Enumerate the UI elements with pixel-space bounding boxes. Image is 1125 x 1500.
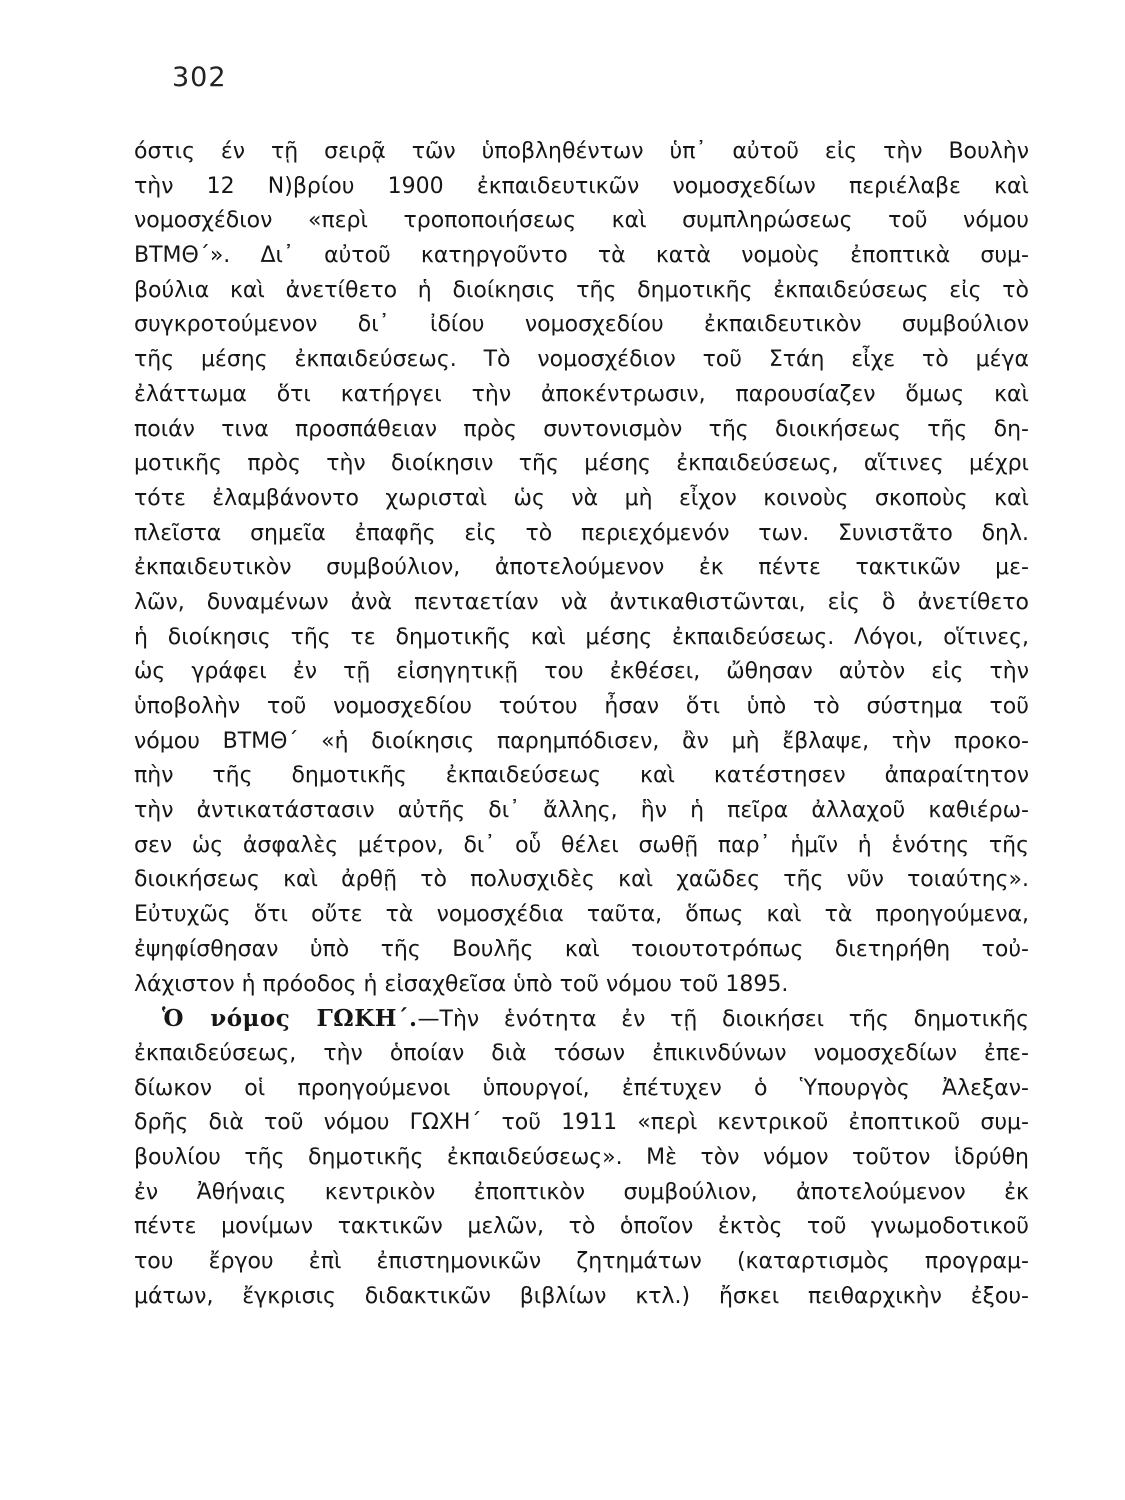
text-line: τὴν 12 Ν)βρίου 1900 ἐκπαιδευτικῶν νομοσχεδίων περιέλαβε καὶ xyxy=(134,173,1029,199)
text-line: σεν ὡς ἀσφαλὲς μέτρον, δι᾿ οὗ θέλει σωθῇ παρ᾿ ἡμῖν ἡ ἑνότης τῆς xyxy=(134,832,1029,858)
text-line: νόμου ΒΤΜΘ΄ «ἡ διοίκησις παρημπόδισεν, ἂν μὴ ἔβλαψε, τὴν προκο- xyxy=(134,728,1029,754)
text-line: νομοσχέδιον «περὶ τροποποιήσεως καὶ συμπληρώσεως τοῦ νόμου xyxy=(134,208,1029,234)
text-line: ἐλάττωμα ὅτι κατήργει τὴν ἀποκέντρωσιν, παρουσίαζεν ὅμως καὶ xyxy=(134,381,1029,407)
text-line: δίωκον οἱ προηγούμενοι ὑπουργοί, ἐπέτυχεν ὁ Ὑπουργὸς Ἀλεξαν- xyxy=(134,1075,1029,1101)
text-line: ὡς γράφει ἐν τῇ εἰσηγητικῇ του ἐκθέσει, ὤθησαν αὐτὸν εἰς τὴν xyxy=(134,659,1029,685)
text-line: όστις έν τῇ σειρᾷ τῶν ὑποβληθέντων ὑπ᾿ αὐτοῦ εἰς τὴν Βουλὴν xyxy=(134,139,1029,164)
page-number: 302 xyxy=(172,62,227,93)
text-line: πὴν τῆς δημοτικῆς ἐκπαιδεύσεως καὶ κατέστησεν ἀπαραίτητον xyxy=(134,763,1029,789)
text-line: ὑποβολὴν τοῦ νομοσχεδίου τούτου ἦσαν ὅτι ὑπὸ τὸ σύστημα τοῦ xyxy=(134,694,1029,719)
text-line: ἡ διοίκησις τῆς τε δημοτικῆς καὶ μέσης ἐκπαιδεύσεως. Λόγοι, οἵτινες, xyxy=(134,624,1029,650)
text-line: Εὐτυχῶς ὅτι οὔτε τὰ νομοσχέδια ταῦτα, ὅπως καὶ τὰ προηγούμενα, xyxy=(134,902,1029,928)
text-line: πλεῖστα σημεῖα ἐπαφῆς εἰς τὸ περιεχόμενόν των. Συνιστᾶτο δηλ. xyxy=(134,520,1029,546)
text-line: βουλίου τῆς δημοτικῆς ἐκπαιδεύσεως». Μὲ τὸν νόμον τοῦτον ἱδρύθη xyxy=(134,1144,1029,1170)
text-line: τῆς μέσης ἐκπαιδεύσεως. Τὸ νομοσχέδιον τοῦ Στάη εἶχε τὸ μέγα xyxy=(134,347,1029,373)
text-line: ἐψηφίσθησαν ὑπὸ τῆς Βουλῆς καὶ τοιουτοτρόπως διετηρήθη τοὐ- xyxy=(134,936,1029,962)
text-line: λάχιστον ἡ πρόοδος ἡ εἰσαχθεῖσα ὑπὸ τοῦ νόμου τοῦ 1895. xyxy=(134,971,789,997)
text-line: ἐκπαιδευτικὸν συμβούλιον, ἀποτελούμενον ἐκ πέντε τακτικῶν με- xyxy=(134,555,1029,581)
text-line: τὴν ἀντικατάστασιν αὐτῆς δι᾿ ἄλλης, ἣν ἡ πεῖρα ἀλλαχοῦ καθιέρω- xyxy=(134,798,1029,824)
text-line: βούλια καὶ ἀνετίθετο ἡ διοίκησις τῆς δημοτικῆς ἐκπαιδεύσεως εἰς τὸ xyxy=(134,277,1029,303)
body-text xyxy=(134,135,1029,1314)
text-line: πέντε μονίμων τακτικῶν μελῶν, τὸ ὁποῖον ἐκτὸς τοῦ γνωμοδοτικοῦ xyxy=(134,1214,1029,1240)
text-line: λῶν, δυναμένων ἀνὰ πενταετίαν νὰ ἀντικαθιστῶνται, εἰς ὃ ἀνετίθετο xyxy=(134,589,1029,615)
section-first-line xyxy=(134,1002,1029,1037)
section-first-line-text: —Τὴν ἑνότητα ἐν τῇ διοικήσει τῆς δημοτικῆς xyxy=(417,1007,1029,1033)
text-line: του ἔργου ἐπὶ ἐπιστημονικῶν ζητημάτων (καταρτισμὸς προγραμ- xyxy=(134,1249,1029,1274)
text-line: διοικήσεως καὶ ἀρθῇ τὸ πολυσχιδὲς καὶ χαῶδες τῆς νῦν τοιαύτης». xyxy=(134,867,1029,893)
text-line: μοτικῆς πρὸς τὴν διοίκησιν τῆς μέσης ἐκπαιδεύσεως, αἵτινες μέχρι xyxy=(134,451,1029,477)
text-line: δρῆς διὰ τοῦ νόμου ΓΩΧΗ΄ τοῦ 1911 «περὶ κεντρικοῦ ἐποπτικοῦ συμ- xyxy=(134,1110,1029,1136)
text-line: ἐν Ἀθήναις κεντρικὸν ἐποπτικὸν συμβούλιον, ἀποτελούμενον ἐκ xyxy=(134,1179,1029,1205)
text-line: μάτων, ἔγκρισις διδακτικῶν βιβλίων κτλ.) ἤσκει πειθαρχικὴν ἐξου- xyxy=(134,1283,1029,1309)
text-line: συγκροτούμενον δι᾿ ἰδίου νομοσχεδίου ἐκπαιδευτικὸν συμβούλιον xyxy=(134,312,1029,338)
section-heading: Ὁ νόμος ΓΩΚΗ΄. xyxy=(162,1005,418,1033)
text-line: ἐκπαιδεύσεως, τὴν ὁποίαν διὰ τόσων ἐπικινδύνων νομοσχεδίων ἐπε- xyxy=(134,1040,1029,1066)
text-line: ποιάν τινα προσπάθειαν πρὸς συντονισμὸν τῆς διοικήσεως τῆς δη- xyxy=(134,416,1029,442)
text-line: τότε ἐλαμβάνοντο χωρισταὶ ὡς νὰ μὴ εἶχον κοινοὺς σκοποὺς καὶ xyxy=(134,485,1029,511)
text-line: ΒΤΜΘ΄». Δι᾿ αὐτοῦ κατηργοῦντο τὰ κατὰ νομοὺς ἐποπτικὰ συμ- xyxy=(134,243,1029,269)
